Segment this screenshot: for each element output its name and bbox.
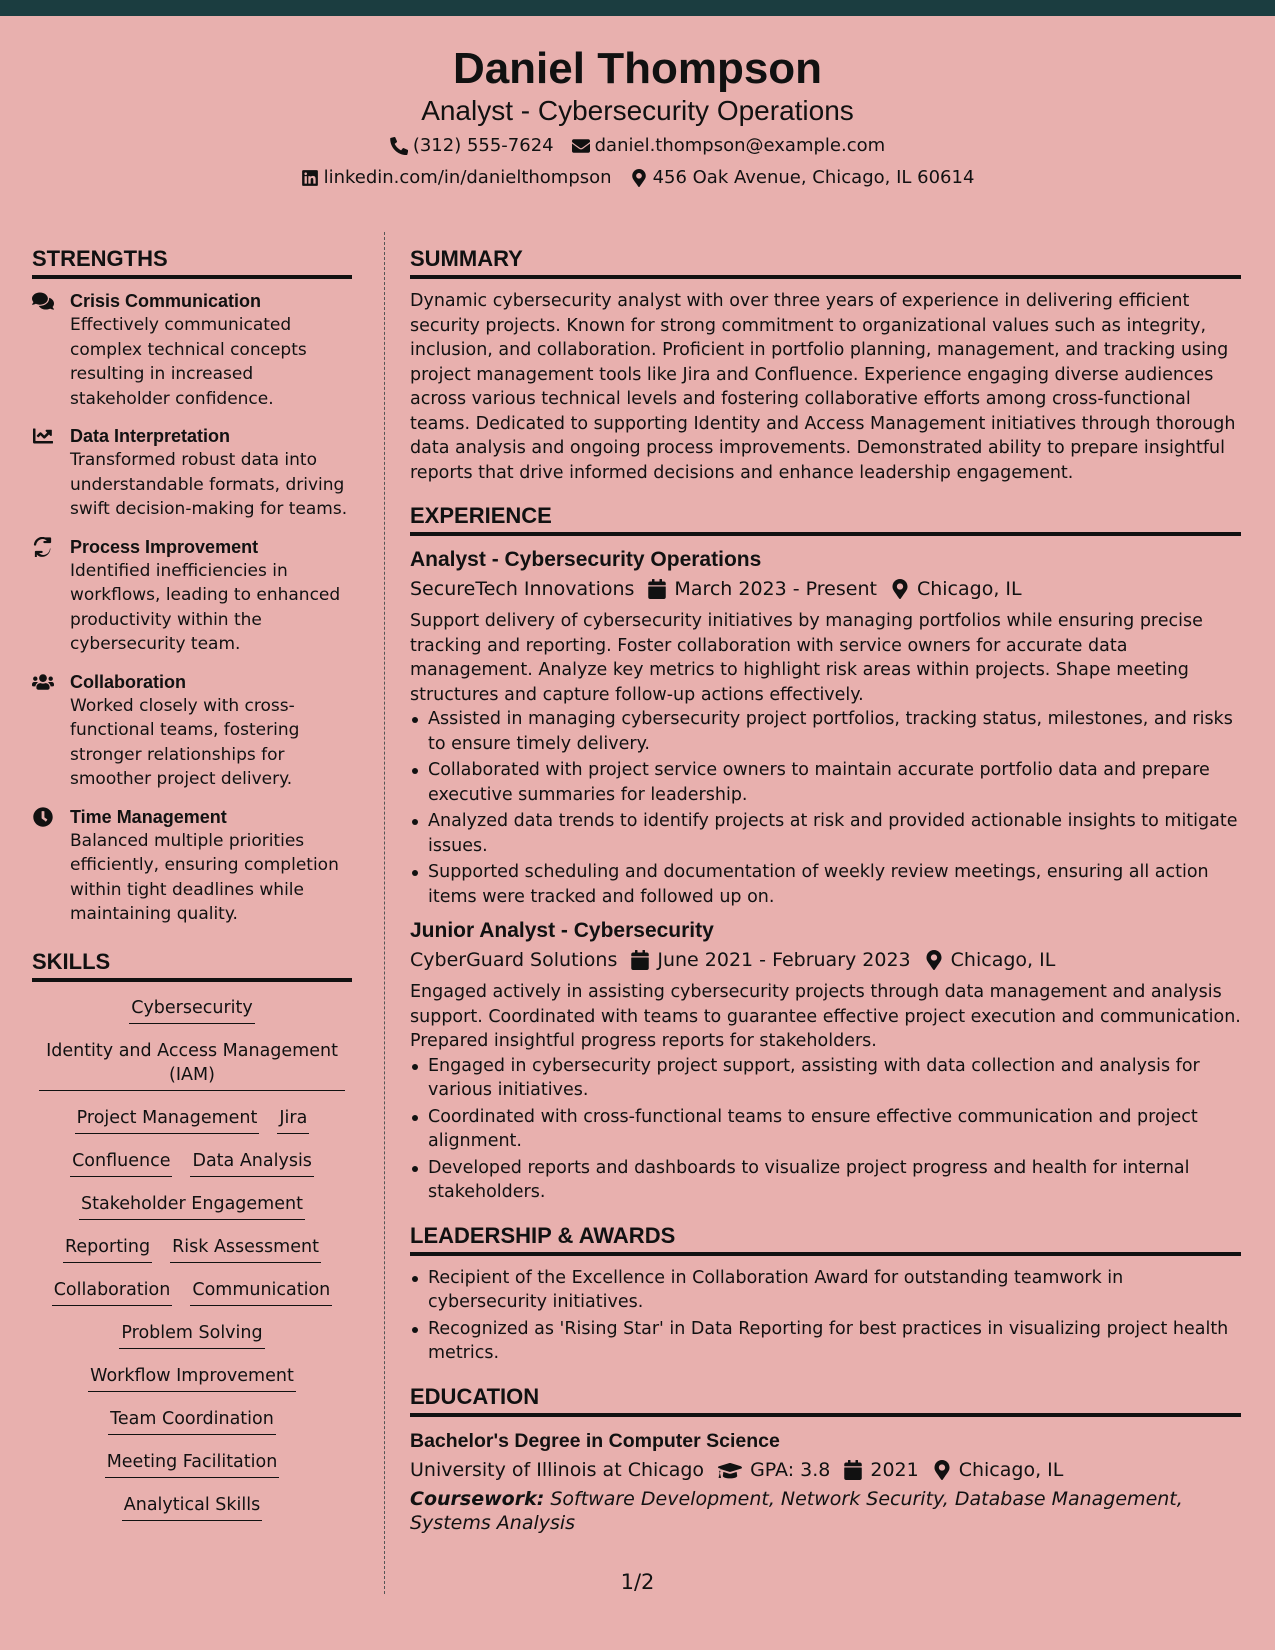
skill-tag: Cybersecurity bbox=[129, 996, 255, 1024]
coursework-label: Coursework: bbox=[410, 1487, 545, 1510]
strengths-heading: STRENGTHS bbox=[32, 244, 352, 279]
bullet-item: Developed reports and dashboards to visualize project progress and health for internal stakeholders. bbox=[410, 1156, 1241, 1205]
gpa: GPA: 3.8 bbox=[750, 1458, 831, 1481]
job-description: Engaged actively in assisting cybersecurity projects through data management and analysis support. Coordinated with teams to guarantee effective project execution and communication. Prepared insightful progress reports for stakeholders. bbox=[410, 982, 1241, 1051]
strength-title: Data Interpretation bbox=[70, 426, 231, 446]
award-item: Recipient of the Excellence in Collaboration Award for outstanding teamwork in cybersecurity initiatives. bbox=[410, 1266, 1241, 1315]
chart-line-icon bbox=[32, 426, 54, 446]
skill-tag: Reporting bbox=[63, 1235, 152, 1263]
linkedin-item[interactable] bbox=[301, 166, 612, 190]
users-icon bbox=[32, 672, 54, 692]
skill-tag: Analytical Skills bbox=[122, 1493, 262, 1521]
candidate-name: Daniel Thompson bbox=[452, 44, 823, 93]
coursework bbox=[410, 1487, 1241, 1536]
job-meta bbox=[410, 945, 1241, 975]
phone-item bbox=[390, 134, 554, 158]
company-name: CyberGuard Solutions bbox=[410, 949, 618, 971]
sync-icon bbox=[32, 537, 54, 557]
summary-text: Dynamic cybersecurity analyst with over three years of experience in delivering efficient security projects. Known for strong commitment to organizational values such as integrity, inclusion, and collaboration. Proficient in portfolio planning, management, and tracking using project management tools like Jira and Confluence. Experience engaging diverse audiences across various technical levels and fostering collaborative efforts among cross-functional teams. Dedicated to supporting Identity and Access Management initiatives through thorough data analysis and ongoing process improvements. Demonstrated ability to prepare insightful reports that drive informed decisions and enhance leadership engagement. bbox=[410, 291, 1236, 483]
job-bullets bbox=[410, 1054, 1241, 1205]
school-name: University of Illinois at Chicago bbox=[410, 1458, 705, 1481]
skill-tag: Risk Assessment bbox=[170, 1235, 321, 1263]
job-dates: June 2021 - February 2023 bbox=[657, 949, 911, 971]
comments-icon bbox=[32, 291, 54, 311]
address-text: 456 Oak Avenue, Chicago, IL 60614 bbox=[652, 167, 975, 188]
job-dates: March 2023 - Present bbox=[674, 578, 877, 600]
skill-tag: Project Management bbox=[75, 1106, 260, 1134]
contact-row-2 bbox=[0, 166, 1275, 190]
map-marker-icon bbox=[630, 169, 648, 187]
job-title: Analyst - Cybersecurity Operations bbox=[410, 548, 762, 571]
skill-tag: Team Coordination bbox=[108, 1407, 276, 1435]
skills-heading: SKILLS bbox=[32, 947, 352, 982]
linkedin-icon bbox=[301, 169, 319, 187]
strength-item bbox=[32, 535, 352, 657]
job-description: Support delivery of cybersecurity initiatives by managing portfolios while ensuring precise tracking and reporting. Foster collaboration with service owners for accurate data management. Analyze key metrics to highlight risk areas within projects. Shape meeting structures and capture follow-up actions effectively. bbox=[410, 611, 1203, 705]
job-location: Chicago, IL bbox=[950, 949, 1056, 971]
job-title: Junior Analyst - Cybersecurity bbox=[410, 919, 714, 942]
bullet-item: Assisted in managing cybersecurity project portfolios, tracking status, milestones, and risks to ensure timely delivery. bbox=[410, 707, 1241, 756]
right-column bbox=[410, 244, 1241, 1536]
skill-tag: Problem Solving bbox=[119, 1321, 264, 1349]
skill-tag: Identity and Access Management (IAM) bbox=[39, 1039, 345, 1091]
awards-list bbox=[410, 1266, 1241, 1366]
strength-title: Process Improvement bbox=[70, 536, 259, 557]
experience-heading: EXPERIENCE bbox=[410, 501, 1241, 536]
calendar-icon bbox=[648, 579, 666, 599]
calendar-icon bbox=[631, 950, 649, 970]
job-entry bbox=[410, 917, 1241, 1205]
skills-list bbox=[32, 996, 352, 1521]
page-number: 1/2 bbox=[620, 1570, 655, 1594]
envelope-icon bbox=[572, 137, 590, 155]
skill-tag: Confluence bbox=[70, 1149, 172, 1177]
graduation-cap-icon bbox=[718, 1460, 742, 1480]
school-location: Chicago, IL bbox=[958, 1458, 1064, 1481]
awards-heading: LEADERSHIP & AWARDS bbox=[410, 1221, 1241, 1256]
graduation-year: 2021 bbox=[870, 1458, 919, 1481]
degree-title: Bachelor's Degree in Computer Science bbox=[410, 1429, 780, 1452]
strength-title: Crisis Communication bbox=[70, 291, 262, 311]
candidate-title: Analyst - Cybersecurity Operations bbox=[421, 95, 854, 126]
bullet-item: Engaged in cybersecurity project support, assisting with data collection and analysis for various initiatives. bbox=[410, 1054, 1241, 1103]
strength-desc: Effectively communicated complex technical concepts resulting in increased stakeholder confidence. bbox=[70, 315, 307, 409]
left-column bbox=[32, 244, 352, 1536]
skill-tag: Meeting Facilitation bbox=[105, 1450, 280, 1478]
phone-text: (312) 555-7624 bbox=[412, 135, 554, 156]
company-name: SecureTech Innovations bbox=[410, 578, 635, 600]
phone-icon bbox=[390, 137, 408, 155]
coursework-list: Software Development, Network Security, Database Management, Systems Analysis bbox=[410, 1487, 1183, 1534]
column-divider bbox=[384, 232, 385, 1594]
strength-desc: Identified inefficiencies in workflows, leading to enhanced productivity within the cybersecurity team. bbox=[70, 560, 341, 654]
calendar-icon bbox=[844, 1460, 862, 1480]
contact-row-1 bbox=[0, 134, 1275, 158]
email-text[interactable]: daniel.thompson@example.com bbox=[594, 135, 886, 156]
strength-item bbox=[32, 670, 352, 792]
bullet-item: Analyzed data trends to identify projects at risk and provided actionable insights to mitigate issues. bbox=[410, 809, 1241, 858]
award-item: Recognized as 'Rising Star' in Data Reporting for best practices in visualizing project health metrics. bbox=[410, 1317, 1241, 1366]
summary-heading: SUMMARY bbox=[410, 244, 1241, 279]
strength-title: Collaboration bbox=[70, 671, 186, 692]
strength-title: Time Management bbox=[70, 806, 227, 827]
strength-item bbox=[32, 289, 352, 411]
top-bar bbox=[0, 0, 1275, 16]
skill-tag: Workflow Improvement bbox=[88, 1364, 296, 1392]
clock-icon bbox=[32, 807, 54, 827]
skill-tag: Data Analysis bbox=[190, 1149, 313, 1177]
strength-item bbox=[32, 424, 352, 522]
bullet-item: Coordinated with cross-functional teams to ensure effective communication and project alignment. bbox=[410, 1105, 1241, 1154]
strength-item bbox=[32, 805, 352, 927]
strength-desc: Balanced multiple priorities efficiently, ensuring completion within tight deadlines while maintaining quality. bbox=[70, 830, 339, 924]
resume-header bbox=[0, 16, 1275, 204]
bullet-item: Collaborated with project service owners to maintain accurate portfolio data and prepare executive summaries for leadership. bbox=[410, 758, 1241, 807]
address-item bbox=[630, 166, 975, 190]
map-marker-icon bbox=[925, 950, 943, 970]
map-marker-icon bbox=[891, 579, 909, 599]
job-meta bbox=[410, 574, 1241, 604]
skill-tag: Communication bbox=[190, 1278, 332, 1306]
education-meta bbox=[410, 1455, 1241, 1485]
strength-desc: Transformed robust data into understandable formats, driving swift decision-making for teams. bbox=[70, 450, 348, 519]
bullet-item: Supported scheduling and documentation of weekly review meetings, ensuring all action items were tracked and followed up on. bbox=[410, 860, 1241, 909]
job-location: Chicago, IL bbox=[916, 578, 1022, 600]
skill-tag: Collaboration bbox=[52, 1278, 173, 1306]
skill-tag: Jira bbox=[277, 1106, 309, 1134]
linkedin-text[interactable]: linkedin.com/in/danielthompson bbox=[323, 167, 612, 188]
skill-tag: Stakeholder Engagement bbox=[79, 1192, 305, 1220]
job-bullets bbox=[410, 707, 1241, 909]
education-heading: EDUCATION bbox=[410, 1382, 1241, 1417]
strength-desc: Worked closely with cross-functional teams, fostering stronger relationships for smoother project delivery. bbox=[70, 695, 300, 789]
email-item[interactable] bbox=[572, 134, 886, 158]
job-entry bbox=[410, 546, 1241, 909]
map-marker-icon bbox=[933, 1460, 951, 1480]
